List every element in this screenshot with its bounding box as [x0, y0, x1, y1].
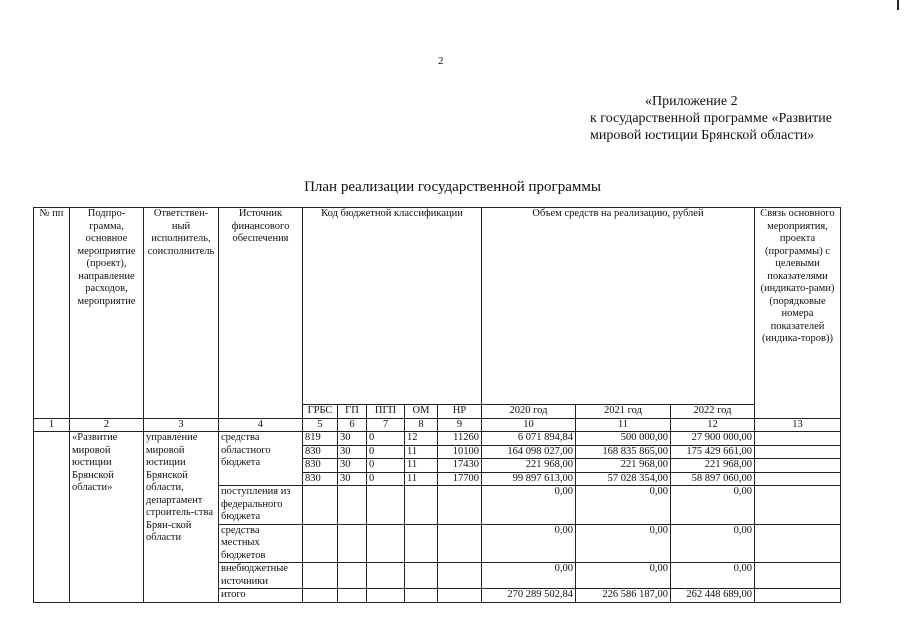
column-number-row [34, 418, 841, 432]
gp-cell: 30 [338, 472, 367, 486]
header-2022: 2022 год [671, 405, 755, 419]
value-2022: 27 900 000,00 [671, 432, 755, 446]
header-volume: Объем средств на реализацию, рублей [482, 208, 755, 405]
source-total: итого [219, 589, 303, 603]
value-2022: 0,00 [671, 563, 755, 589]
col-number: 7 [367, 418, 405, 432]
header-source: Источник финансового обеспечения [219, 208, 303, 419]
document-title: План реализации государственной программы [304, 179, 601, 195]
empty-cell [438, 524, 482, 563]
empty-cell [367, 486, 405, 525]
empty-cell [438, 589, 482, 603]
row-num-cell [34, 432, 70, 603]
col-number: 9 [438, 418, 482, 432]
link-cell [755, 563, 841, 589]
value-2022: 58 897 060,00 [671, 472, 755, 486]
empty-cell [338, 589, 367, 603]
link-cell [755, 486, 841, 525]
responsible-cell: управление мировой юстиции Брянской области, департамент строитель-ства Брян-ской области [144, 432, 219, 603]
om-cell: 11 [405, 459, 438, 473]
value-2022: 221 968,00 [671, 459, 755, 473]
value-2022: 0,00 [671, 524, 755, 563]
header-budget-code: Код бюджетной классификации [303, 208, 482, 405]
plan-table [33, 207, 841, 603]
header-responsible: Ответствен-ный исполнитель, соисполнитель [144, 208, 219, 419]
pgp-cell: 0 [367, 459, 405, 473]
total-2022: 262 448 689,00 [671, 589, 755, 603]
link-cell [755, 472, 841, 486]
col-number: 1 [34, 418, 70, 432]
gp-cell: 30 [338, 445, 367, 459]
grbs-cell: 819 [303, 432, 338, 446]
col-number: 11 [576, 418, 671, 432]
value-2021: 0,00 [576, 563, 671, 589]
appendix-line-3: мировой юстиции Брянской области» [590, 128, 815, 143]
col-number: 8 [405, 418, 438, 432]
link-cell [755, 524, 841, 563]
appendix-heading [590, 93, 890, 144]
appendix-line-1: «Приложение 2 [645, 94, 738, 109]
gp-cell: 30 [338, 432, 367, 446]
header-2021: 2021 год [576, 405, 671, 419]
value-2020: 0,00 [482, 524, 576, 563]
source-federal: поступления из федерального бюджета [219, 486, 303, 525]
empty-cell [405, 589, 438, 603]
nr-cell: 10100 [438, 445, 482, 459]
empty-cell [438, 486, 482, 525]
gp-cell: 30 [338, 459, 367, 473]
empty-cell [338, 486, 367, 525]
pgp-cell: 0 [367, 445, 405, 459]
nr-cell: 17700 [438, 472, 482, 486]
grbs-cell: 830 [303, 445, 338, 459]
col-number: 12 [671, 418, 755, 432]
value-2021: 0,00 [576, 486, 671, 525]
source-extra: внебюджетные источники [219, 563, 303, 589]
empty-cell [367, 524, 405, 563]
value-2021: 221 968,00 [576, 459, 671, 473]
link-cell [755, 432, 841, 446]
empty-cell [338, 563, 367, 589]
link-cell [755, 445, 841, 459]
header-subprogram: Подпро-грамма, основное мероприятие (проект), направление расходов, мероприятие [70, 208, 144, 419]
empty-cell [303, 589, 338, 603]
nr-cell: 17430 [438, 459, 482, 473]
header-2020: 2020 год [482, 405, 576, 419]
empty-cell [367, 589, 405, 603]
empty-cell [303, 563, 338, 589]
value-2020: 0,00 [482, 486, 576, 525]
source-local: средства местных бюджетов [219, 524, 303, 563]
om-cell: 11 [405, 472, 438, 486]
grbs-cell: 830 [303, 472, 338, 486]
empty-cell [405, 524, 438, 563]
header-gp: ГП [338, 405, 367, 419]
value-2020: 99 897 613,00 [482, 472, 576, 486]
empty-cell [367, 563, 405, 589]
total-2020: 270 289 502,84 [482, 589, 576, 603]
header-nr: НР [438, 405, 482, 419]
subprogram-cell: «Развитие мировой юстиции Брянской области» [70, 432, 144, 603]
empty-cell [405, 563, 438, 589]
source-regional: средства областного бюджета [219, 432, 303, 486]
nr-cell: 11260 [438, 432, 482, 446]
om-cell: 11 [405, 445, 438, 459]
link-cell [755, 459, 841, 473]
col-number: 3 [144, 418, 219, 432]
empty-cell [303, 486, 338, 525]
header-grbs: ГРБС [303, 405, 338, 419]
value-2022: 0,00 [671, 486, 755, 525]
col-number: 13 [755, 418, 841, 432]
col-number: 5 [303, 418, 338, 432]
value-2022: 175 429 661,00 [671, 445, 755, 459]
value-2020: 164 098 027,00 [482, 445, 576, 459]
empty-cell [438, 563, 482, 589]
value-2021: 0,00 [576, 524, 671, 563]
empty-cell [303, 524, 338, 563]
table-row [34, 432, 841, 446]
pgp-cell: 0 [367, 432, 405, 446]
value-2021: 168 835 865,00 [576, 445, 671, 459]
value-2021: 57 028 354,00 [576, 472, 671, 486]
empty-cell [338, 524, 367, 563]
value-2020: 221 968,00 [482, 459, 576, 473]
col-number: 2 [70, 418, 144, 432]
value-2021: 500 000,00 [576, 432, 671, 446]
total-2021: 226 586 187,00 [576, 589, 671, 603]
value-2020: 6 071 894,84 [482, 432, 576, 446]
page-number: 2 [438, 55, 444, 67]
om-cell: 12 [405, 432, 438, 446]
header-row [34, 208, 841, 405]
col-number: 6 [338, 418, 367, 432]
header-om: ОМ [405, 405, 438, 419]
value-2020: 0,00 [482, 563, 576, 589]
appendix-line-2: к государственной программе «Развитие [590, 111, 832, 126]
empty-cell [405, 486, 438, 525]
grbs-cell: 830 [303, 459, 338, 473]
edge-mark [897, 0, 899, 10]
col-number: 4 [219, 418, 303, 432]
link-cell [755, 589, 841, 603]
header-link: Связь основного мероприятия, проекта (программы) с целевыми показателями (индикато-рами) (порядковые номера показателей (индика-торов)) [755, 208, 841, 419]
col-number: 10 [482, 418, 576, 432]
header-pgp: ПГП [367, 405, 405, 419]
pgp-cell: 0 [367, 472, 405, 486]
header-num: № пп [34, 208, 70, 419]
